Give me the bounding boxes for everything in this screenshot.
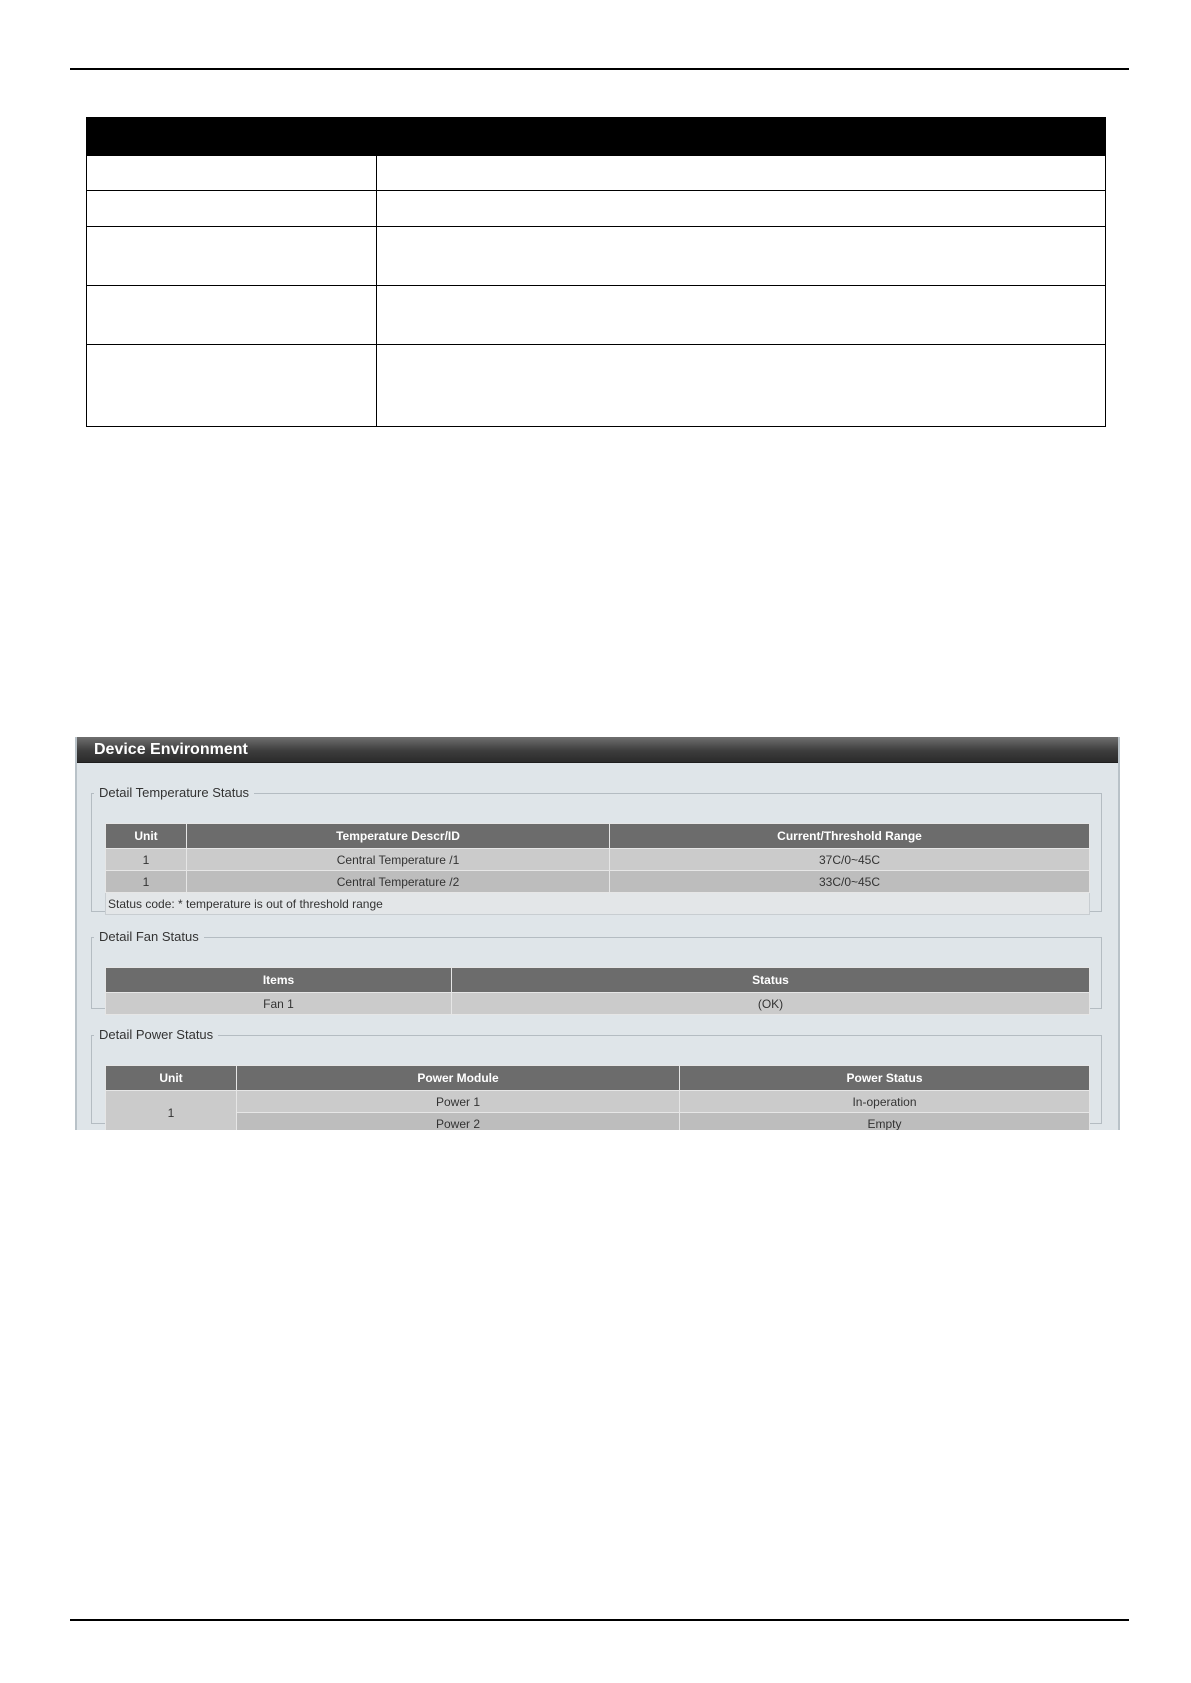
table-row: [106, 993, 1090, 1015]
description-cell: [377, 345, 1106, 427]
unit-cell: 1: [106, 849, 187, 871]
parameter-cell: [87, 227, 377, 286]
device-environment-screenshot: [75, 737, 1120, 1130]
power-status-cell: In-operation: [680, 1091, 1090, 1113]
column-header-range: Current/Threshold Range: [610, 824, 1090, 849]
column-header-power-module: Power Module: [237, 1066, 680, 1091]
description-cell: [377, 227, 1106, 286]
parameter-table-header: [87, 118, 1106, 156]
description-cell: [377, 286, 1106, 345]
temperature-table: [105, 823, 1090, 915]
temperature-descr-cell: Central Temperature /1: [187, 849, 610, 871]
range-cell: 37C/0~45C: [610, 849, 1090, 871]
fan-status-group: [91, 929, 1102, 1009]
range-cell: 33C/0~45C: [610, 871, 1090, 893]
fan-status-cell: (OK): [452, 993, 1090, 1015]
column-header-unit: Unit: [106, 1066, 237, 1091]
fan-item-cell: Fan 1: [106, 993, 452, 1015]
description-cell: [377, 191, 1106, 227]
parameter-cell: [87, 286, 377, 345]
temperature-status-legend: Detail Temperature Status: [99, 785, 250, 800]
fan-table: [105, 967, 1090, 1015]
parameter-table: [86, 117, 1106, 427]
device-environment-title: Device Environment: [77, 737, 1118, 763]
table-row: [106, 871, 1090, 893]
fan-status-legend: Detail Fan Status: [99, 929, 199, 944]
table-row: [106, 1113, 1090, 1131]
footer-rule: [70, 1619, 1129, 1621]
unit-cell: 1: [106, 871, 187, 893]
status-code-note: Status code: * temperature is out of threshold range: [106, 893, 1090, 915]
power-unit-cell: 1: [106, 1091, 237, 1131]
power-module-cell: Power 1: [237, 1091, 680, 1113]
parameter-cell: [87, 345, 377, 427]
power-status-legend: Detail Power Status: [99, 1027, 214, 1042]
power-module-cell: Power 2: [237, 1113, 680, 1131]
description-cell: [377, 156, 1106, 191]
temperature-descr-cell: Central Temperature /2: [187, 871, 610, 893]
header-rule: [70, 68, 1129, 70]
column-header-temperature-descr: Temperature Descr/ID: [187, 824, 610, 849]
power-table: [105, 1065, 1090, 1130]
power-status-cell: Empty: [680, 1113, 1090, 1131]
column-header-items: Items: [106, 968, 452, 993]
temperature-status-group: [91, 785, 1102, 912]
power-status-group: [91, 1027, 1102, 1130]
table-row: [106, 1091, 1090, 1113]
table-row: [106, 849, 1090, 871]
column-header-unit: Unit: [106, 824, 187, 849]
column-header-status: Status: [452, 968, 1090, 993]
parameter-cell: [87, 156, 377, 191]
column-header-power-status: Power Status: [680, 1066, 1090, 1091]
parameter-cell: [87, 191, 377, 227]
